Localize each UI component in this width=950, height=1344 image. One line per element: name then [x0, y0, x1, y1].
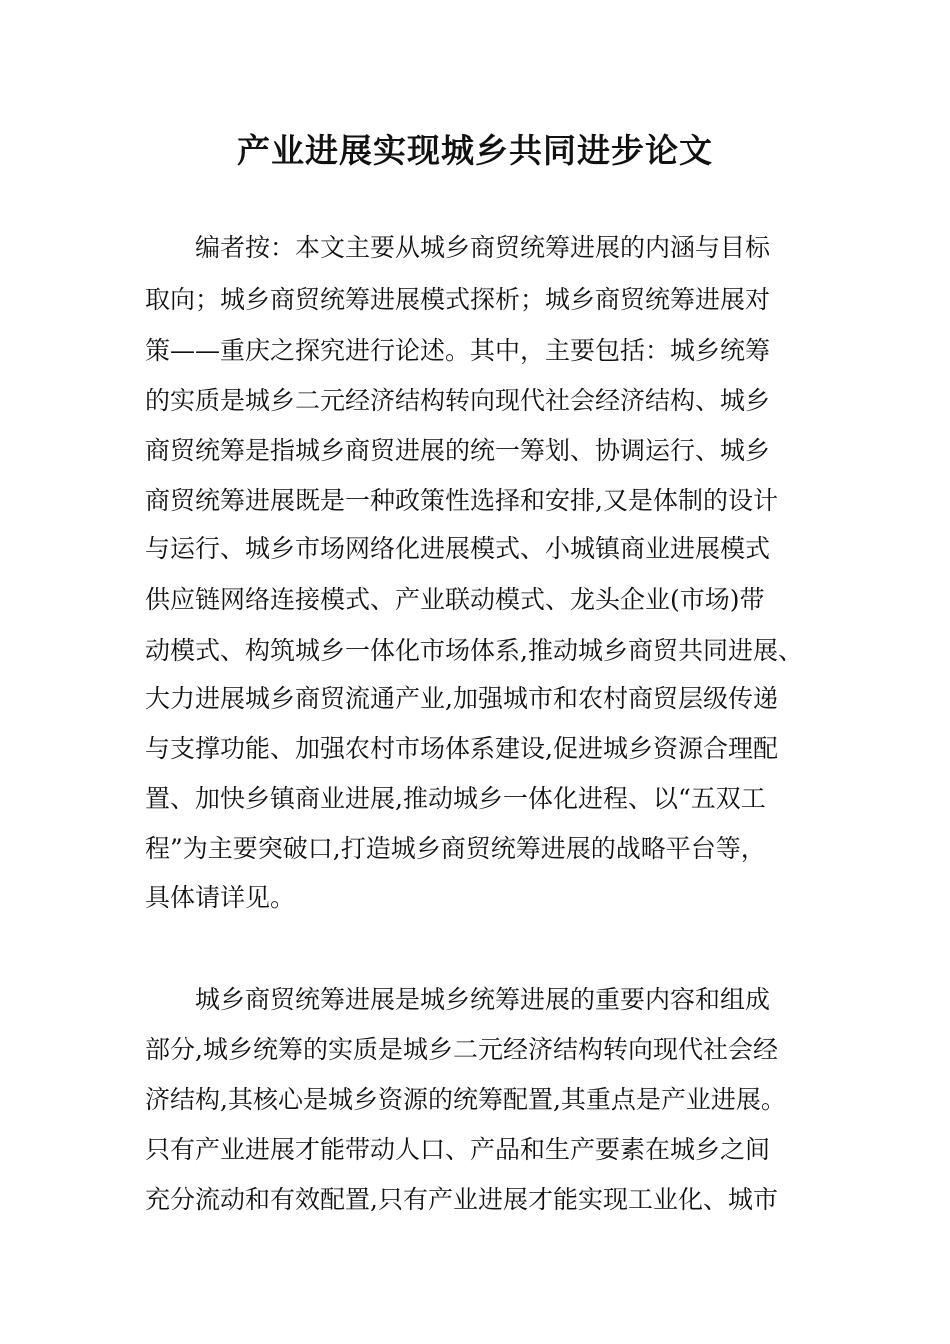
paragraph-line: 动模式、构筑城乡一体化市场体系,推动城乡商贸共同进展、	[145, 636, 803, 665]
paragraph-line: 具体请详见。	[145, 883, 296, 912]
paragraph-line: 与支撑功能、加强农村市场体系建设,促进城乡资源合理配	[145, 734, 778, 763]
paragraph-line: 济结构,其核心是城乡资源的统筹配置,其重点是产业进展。	[145, 1085, 786, 1114]
paragraph-line: 的实质是城乡二元经济结构转向现代社会经济结构、城乡	[145, 386, 771, 415]
paragraph-line: 程”为主要突破口,打造城乡商贸统筹进展的战略平台等，	[145, 834, 766, 863]
paragraph-line: 商贸统筹进展既是一种政策性选择和安排,又是体制的设计	[145, 486, 778, 515]
paragraph-line: 与运行、城乡市场网络化进展模式、小城镇商业进展模式	[145, 534, 771, 563]
paragraph-line: 充分流动和有效配置,只有产业进展才能实现工业化、城市	[145, 1185, 778, 1214]
paragraph-line: 供应链网络连接模式、产业联动模式、龙头企业(市场)带	[145, 585, 765, 614]
paragraph-line: 部分,城乡统筹的实质是城乡二元经济结构转向现代社会经	[145, 1035, 778, 1064]
paragraph-line: 大力进展城乡商贸流通产业,加强城市和农村商贸层级传递	[145, 684, 778, 713]
paragraph-line: 置、加快乡镇商业进展,推动城乡一体化进程、以“五双工	[145, 784, 766, 813]
document-title: 产业进展实现城乡共同进步论文	[237, 131, 713, 170]
paragraph-line: 取向；城乡商贸统筹进展模式探析；城乡商贸统筹进展对	[145, 285, 771, 314]
paragraph-line: 城乡商贸统筹进展是城乡统筹进展的重要内容和组成	[195, 985, 771, 1014]
paragraph-line: 编者按：本文主要从城乡商贸统筹进展的内涵与目标	[195, 233, 771, 262]
paragraph-line: 策——重庆之探究进行论述。其中，主要包括：城乡统筹	[145, 336, 771, 365]
paragraph-line: 商贸统筹是指城乡商贸进展的统一筹划、协调运行、城乡	[145, 436, 771, 465]
paragraph-line: 只有产业进展才能带动人口、产品和生产要素在城乡之间	[145, 1135, 771, 1164]
